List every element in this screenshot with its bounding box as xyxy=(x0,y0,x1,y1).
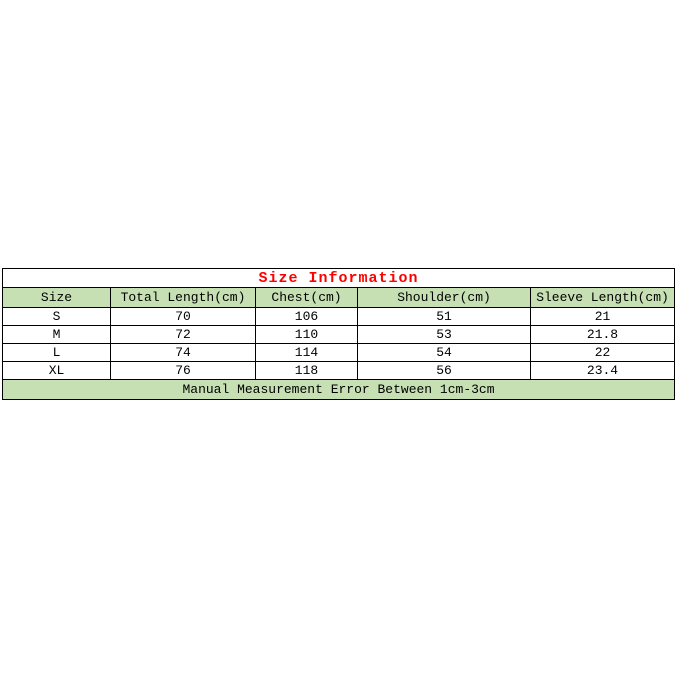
table-footer-row xyxy=(3,380,675,400)
table-footer-note: Manual Measurement Error Between 1cm-3cm xyxy=(3,380,675,400)
table-header-row xyxy=(3,288,675,308)
table-row-xl xyxy=(3,362,675,380)
column-header-total-length-cm: Total Length(cm) xyxy=(111,288,256,308)
table-row-l xyxy=(3,344,675,362)
measurement-cell: 106 xyxy=(256,308,358,326)
measurement-cell: 72 xyxy=(111,326,256,344)
measurement-cell: 74 xyxy=(111,344,256,362)
measurement-cell: 22 xyxy=(531,344,675,362)
measurement-cell: 51 xyxy=(358,308,531,326)
size-label-cell: M xyxy=(3,326,111,344)
measurement-cell: 118 xyxy=(256,362,358,380)
table-row-s xyxy=(3,308,675,326)
measurement-cell: 54 xyxy=(358,344,531,362)
column-header-sleeve-length-cm: Sleeve Length(cm) xyxy=(531,288,675,308)
size-label-cell: S xyxy=(3,308,111,326)
measurement-cell: 21.8 xyxy=(531,326,675,344)
size-label-cell: XL xyxy=(3,362,111,380)
size-information-table xyxy=(2,268,675,400)
size-label-cell: L xyxy=(3,344,111,362)
measurement-cell: 56 xyxy=(358,362,531,380)
measurement-cell: 23.4 xyxy=(531,362,675,380)
table-row-m xyxy=(3,326,675,344)
table-title: Size Information xyxy=(3,269,675,288)
column-header-shoulder-cm: Shoulder(cm) xyxy=(358,288,531,308)
measurement-cell: 53 xyxy=(358,326,531,344)
measurement-cell: 76 xyxy=(111,362,256,380)
table-title-row xyxy=(3,269,675,288)
column-header-chest-cm: Chest(cm) xyxy=(256,288,358,308)
measurement-cell: 110 xyxy=(256,326,358,344)
measurement-cell: 70 xyxy=(111,308,256,326)
measurement-cell: 114 xyxy=(256,344,358,362)
measurement-cell: 21 xyxy=(531,308,675,326)
column-header-size: Size xyxy=(3,288,111,308)
